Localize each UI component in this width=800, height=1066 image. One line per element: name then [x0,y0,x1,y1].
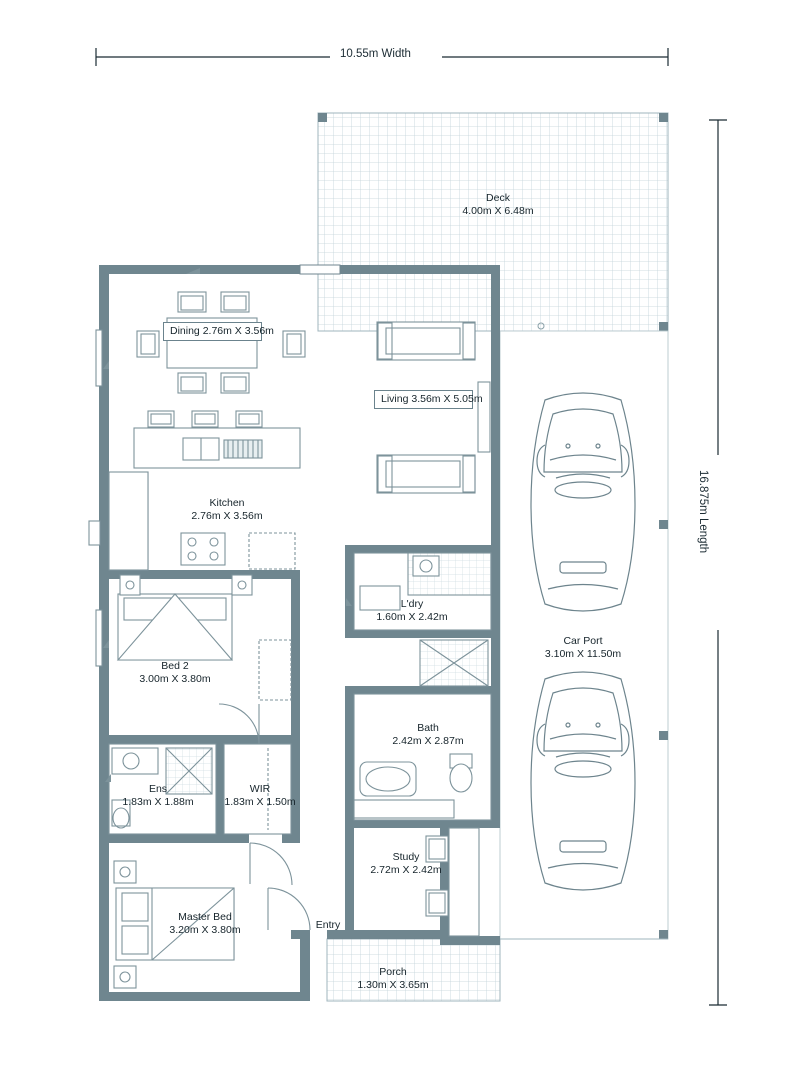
room-label-wir: WIR 1.83m X 1.50m [224,783,296,809]
room-label-kitchen: Kitchen 2.76m X 3.56m [191,497,263,523]
bed2-furniture [96,575,291,744]
length-dimension-label: 16.875m Length [697,470,709,554]
room-label-bath: Bath 2.42m X 2.87m [392,722,464,748]
room-label-car-port: Car Port 3.10m X 11.50m [544,635,622,661]
room-label-dining: Dining 2.76m X 3.56m [163,322,262,341]
room-label-bed2: Bed 2 3.00m X 3.80m [139,660,211,686]
room-label-porch: Porch 1.30m X 3.65m [357,966,429,992]
room-label-living: Living 3.56m X 5.05m [374,390,473,409]
room-label-master-bed: Master Bed 3.20m X 3.80m [169,911,241,937]
living-furniture [377,322,490,493]
wir-fixtures [224,744,292,885]
room-label-ensuite: Ens 1.83m X 1.88m [122,783,194,809]
laundry-fixtures [346,553,491,630]
width-dimension-label: 10.55m Width [340,48,411,60]
master-bed-furniture [114,861,234,988]
dining-furniture [137,268,305,393]
room-label-study: Study 2.72m X 2.42m [370,851,442,877]
room-label-laundry: L'dry 1.60m X 2.42m [376,598,448,624]
car-port-area [500,331,668,939]
porch-area [327,939,500,1001]
room-label-deck: Deck 4.00m X 6.48m [462,192,534,218]
room-label-entry: Entry [315,919,341,931]
ensuite-fixtures [105,744,216,834]
bath-fixtures [354,640,491,820]
